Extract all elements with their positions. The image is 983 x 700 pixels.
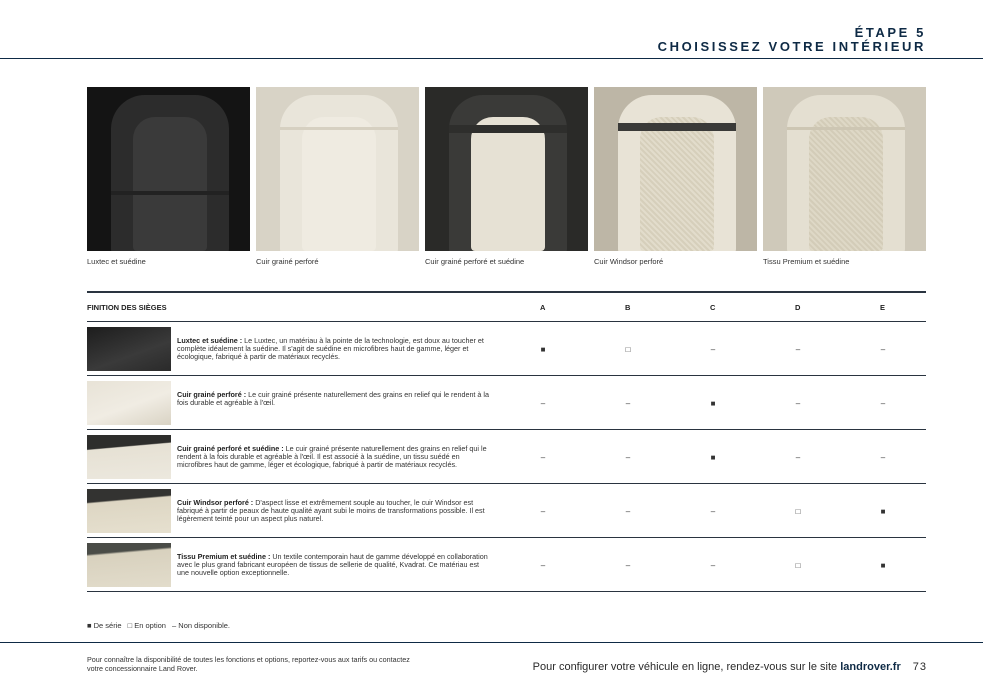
footer-divider	[0, 642, 983, 643]
swatch-cuir-graine	[256, 87, 419, 266]
material-description	[177, 391, 492, 407]
swatch-caption: Tissu Premium et suédine	[763, 257, 850, 266]
swatch-luxtec-suedine	[87, 87, 250, 266]
material-name: Cuir grainé perforé :	[177, 390, 247, 399]
material-thumbnail	[87, 543, 171, 587]
availability-mark: –	[625, 452, 631, 462]
swatch-caption: Cuir Windsor perforé	[594, 257, 664, 266]
legend-standard: ■ De série	[87, 621, 122, 630]
material-description	[177, 445, 492, 470]
material-name: Luxtec et suédine :	[177, 336, 243, 345]
page-number: 73	[912, 661, 927, 673]
step-label: ÉTAPE 5	[854, 25, 926, 40]
page-title: CHOISISSEZ VOTRE INTÉRIEUR	[657, 39, 926, 54]
swatch-tissu-premium	[763, 87, 926, 266]
availability-mark: –	[540, 398, 546, 408]
material-text: Le cuir grainé présente naturellement des grains en relief qui le rendent à la fois durable et agréable à l'œil. Il est associé à la suédine, un tissu suédé en microfibres haut de gamme, léger et écologique, fabriqué à partir de matériaux recyclés.	[177, 444, 487, 470]
availability-mark: –	[880, 344, 886, 354]
seat-image	[256, 87, 419, 251]
availability-mark: □	[795, 506, 801, 516]
material-name: Cuir Windsor perforé :	[177, 498, 254, 507]
availability-mark: –	[710, 560, 716, 570]
availability-mark: –	[795, 398, 801, 408]
seat-image	[425, 87, 588, 251]
table-row	[87, 484, 926, 538]
material-description	[177, 499, 492, 524]
material-text: Le cuir grainé présente naturellement des grains en relief qui le rendent à la fois durable et agréable à l'œil.	[177, 390, 490, 408]
row-divider	[87, 591, 926, 592]
availability-mark: –	[540, 560, 546, 570]
site-link[interactable]: landrover.fr	[840, 661, 901, 673]
availability-mark: ■	[880, 506, 886, 516]
column-header-b: B	[625, 303, 631, 312]
footer-note: Pour connaître la disponibilité de toutes les fonctions et options, reportez-vous aux tarifs ou contactez votre concessionnaire Land Rover.	[87, 655, 410, 673]
legend	[87, 621, 234, 630]
availability-mark: –	[540, 452, 546, 462]
material-text: Un textile contemporain haut de gamme développé en collaboration avec le plus grand fabricant européen de tissus de sellerie de qualité, Kvadrat. Ce matériau est une nouvelle option exceptionnelle.	[177, 552, 488, 578]
material-thumbnail	[87, 327, 171, 371]
table-row	[87, 322, 926, 376]
availability-mark: ■	[880, 560, 886, 570]
table-top-rule	[87, 291, 926, 293]
footer-configure	[533, 661, 927, 673]
availability-mark: ■	[540, 344, 546, 354]
table-row	[87, 538, 926, 592]
column-header-e: E	[880, 303, 886, 312]
material-name: Cuir grainé perforé et suédine :	[177, 444, 284, 453]
availability-mark: –	[625, 506, 631, 516]
availability-mark: □	[625, 344, 631, 354]
availability-mark: □	[795, 560, 801, 570]
material-name: Tissu Premium et suédine :	[177, 552, 271, 561]
page-header	[658, 26, 926, 54]
legend-unavailable: – Non disponible.	[172, 621, 231, 630]
swatch-caption: Cuir grainé perforé et suédine	[425, 257, 525, 266]
swatch-caption: Cuir grainé perforé	[256, 257, 319, 266]
availability-mark: –	[710, 344, 716, 354]
swatch-cuir-graine-suedine	[425, 87, 588, 266]
configure-text: Pour configurer votre véhicule en ligne, rendez-vous sur le site	[532, 661, 841, 673]
availability-mark: ■	[710, 398, 716, 408]
legend-option: □ En option	[127, 621, 166, 630]
table-row	[87, 430, 926, 484]
material-thumbnail	[87, 381, 171, 425]
availability-mark: –	[795, 452, 801, 462]
table-row	[87, 376, 926, 430]
material-thumbnail	[87, 489, 171, 533]
seat-image	[594, 87, 757, 251]
column-header-d: D	[795, 303, 801, 312]
column-header-a: A	[540, 303, 546, 312]
seat-swatches	[87, 87, 926, 267]
header-divider	[0, 58, 983, 59]
availability-mark: –	[625, 398, 631, 408]
material-text: Le Luxtec, un matériau à la pointe de la technologie, est doux au toucher et complète idéalement la suédine. Il s'agit de suédine en microfibres haut de gamme, léger et écologique, fabriqué à partir de matériaux recyclés.	[177, 336, 484, 362]
material-thumbnail	[87, 435, 171, 479]
availability-mark: –	[880, 452, 886, 462]
swatch-caption: Luxtec et suédine	[87, 257, 146, 266]
availability-mark: –	[625, 560, 631, 570]
column-header-c: C	[710, 303, 716, 312]
material-description	[177, 553, 492, 578]
material-text: D'aspect lisse et extrêmement souple au toucher, le cuir Windsor est fabriqué à partir de peaux de haute qualité ayant subi le moins de transformations possible. Il est légèrement teinté pour un aspect plus naturel.	[177, 498, 485, 524]
availability-mark: –	[795, 344, 801, 354]
availability-mark: –	[710, 506, 716, 516]
availability-mark: ■	[710, 452, 716, 462]
seat-image	[87, 87, 250, 251]
availability-mark: –	[540, 506, 546, 516]
seat-image	[763, 87, 926, 251]
swatch-cuir-windsor	[594, 87, 757, 266]
availability-mark: –	[880, 398, 886, 408]
material-description	[177, 337, 492, 362]
table-heading: FINITION DES SIÈGES	[87, 303, 167, 312]
